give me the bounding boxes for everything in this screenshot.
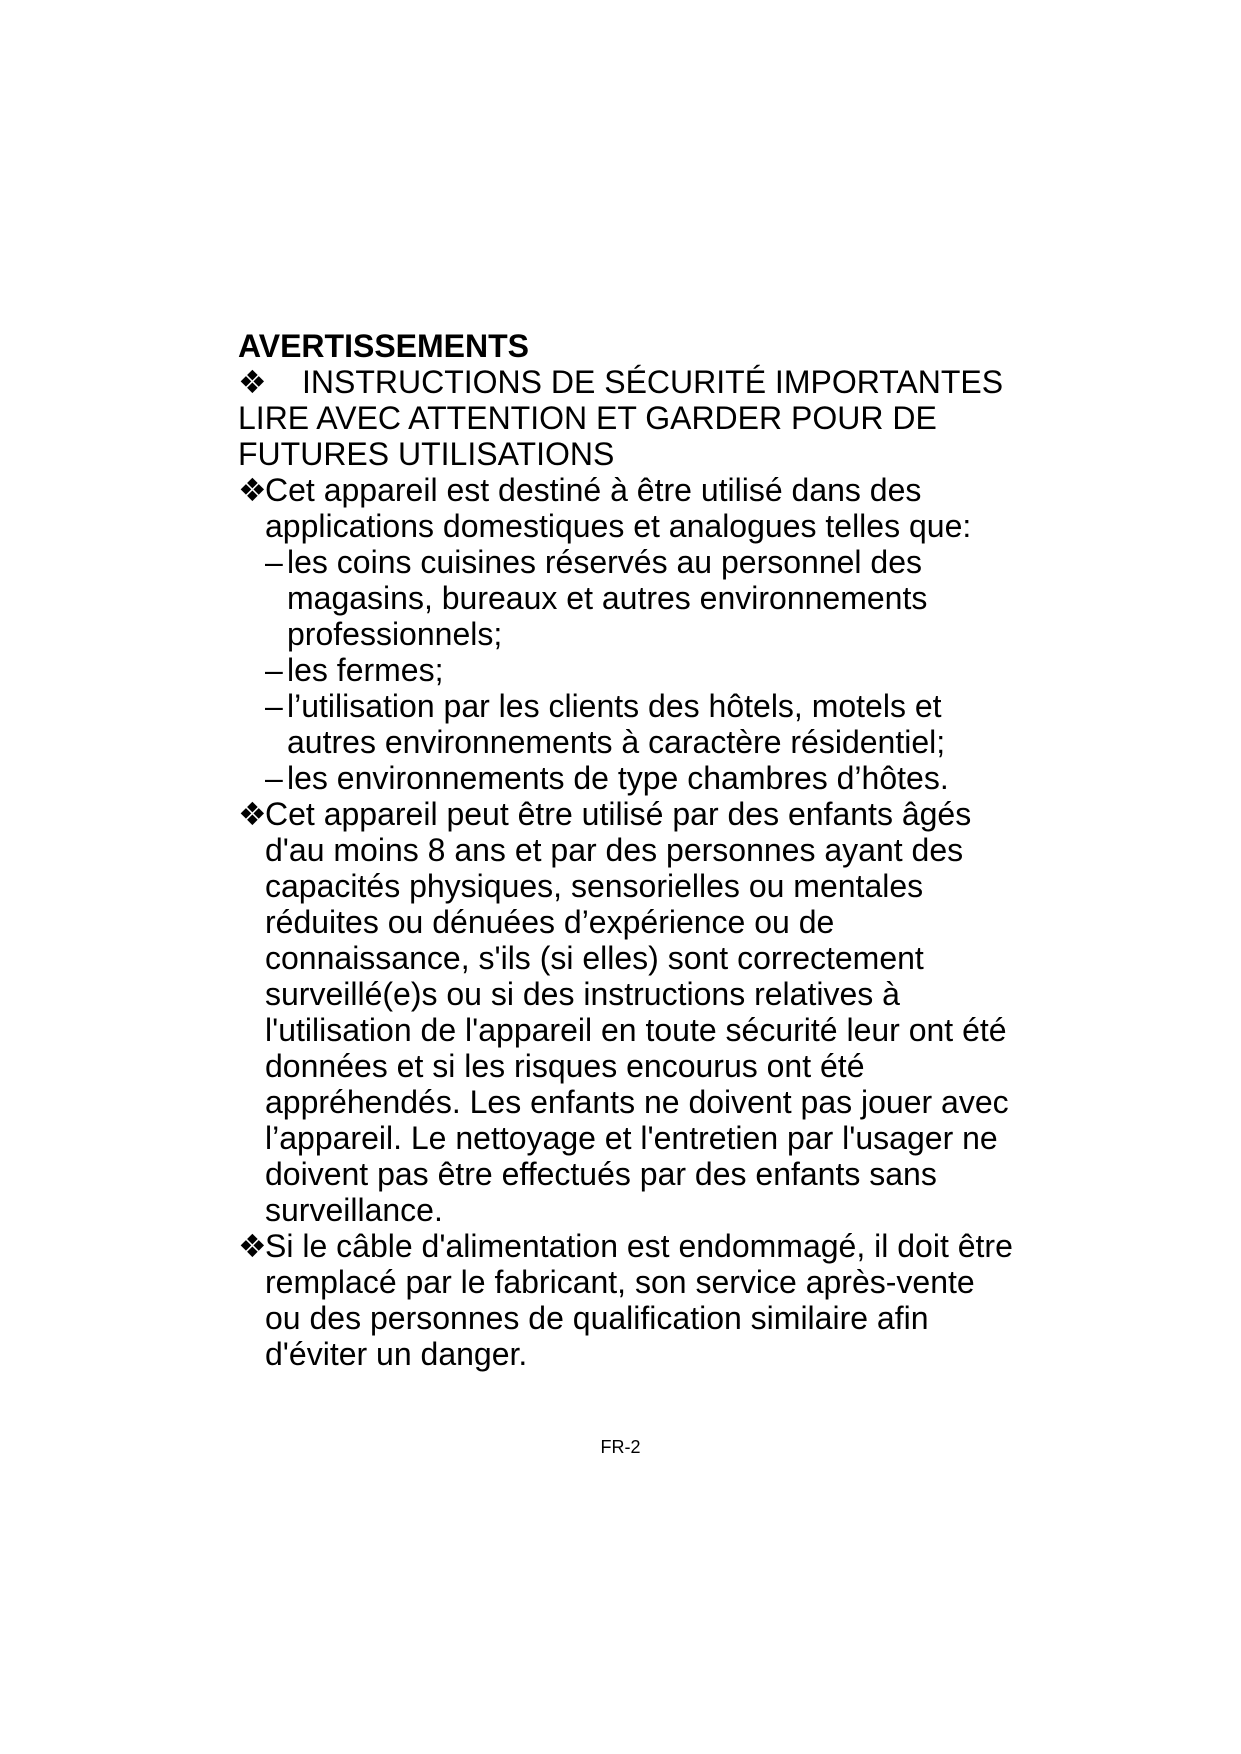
sub-list-item (265, 760, 1018, 796)
intro-line-1: INSTRUCTIONS DE SÉCURITÉ IMPORTANTES (302, 364, 1004, 400)
diamond-bullet-icon: ❖ (238, 472, 267, 508)
dash-bullet-icon: – (265, 544, 283, 580)
warning-text: Cet appareil peut être utilisé par des enfants âgés d'au moins 8 ans et par des personnes ayant des capacités physiques, sensorielles ou mentales réduites ou dénuées d’expérience ou de connaissance, s'ils (si elles) sont correctement surveillé(e)s ou si des instructions relatives à l'utilisation de l'appareil en toute sécurité leur ont été données et si les risques encourus ont été appréhendés. Les enfants ne doivent pas jouer avec l’appareil. Le nettoyage et l'entretien par l'usager ne doivent pas être effectués par des enfants sans surveillance. (265, 796, 1009, 1228)
warning-item-power-cable (238, 1228, 1018, 1372)
warning-item-children (238, 796, 1018, 1228)
intro-line-2: LIRE AVEC ATTENTION ET GARDER POUR DE (238, 400, 937, 436)
sub-list-item-text: les coins cuisines réservés au personnel des magasins, bureaux et autres environnements professionnels; (287, 544, 928, 652)
section-heading: AVERTISSEMENTS (238, 328, 529, 364)
sub-list-item (265, 652, 1018, 688)
diamond-bullet-icon: ❖ (238, 364, 267, 400)
sub-list-item-text: l’utilisation par les clients des hôtels, motels et autres environnements à caractère résidentiel; (287, 688, 946, 760)
intro-title-line (238, 364, 1018, 400)
warnings-section (238, 328, 1018, 1372)
dash-bullet-icon: – (265, 652, 283, 688)
sub-list-item-text: les environnements de type chambres d’hôtes. (287, 760, 949, 796)
sub-list-item (265, 544, 1018, 652)
sub-list-item-text: les fermes; (287, 652, 444, 688)
warning-text: Cet appareil est destiné à être utilisé dans des applications domestiques et analogues telles que: (265, 472, 972, 544)
sub-list-item (265, 688, 1018, 760)
warning-item-domestic-use (238, 472, 1018, 796)
dash-bullet-icon: – (265, 760, 283, 796)
dash-bullet-icon: – (265, 688, 283, 724)
usage-sub-list (265, 544, 1018, 796)
warning-text: Si le câble d'alimentation est endommagé, il doit être remplacé par le fabricant, son service après-vente ou des personnes de qualification similaire afin d'éviter un danger. (265, 1228, 1013, 1372)
page-number: FR-2 (600, 1437, 641, 1457)
diamond-bullet-icon: ❖ (238, 796, 267, 832)
diamond-bullet-icon: ❖ (238, 1228, 267, 1264)
intro-line-3: FUTURES UTILISATIONS (238, 436, 615, 472)
